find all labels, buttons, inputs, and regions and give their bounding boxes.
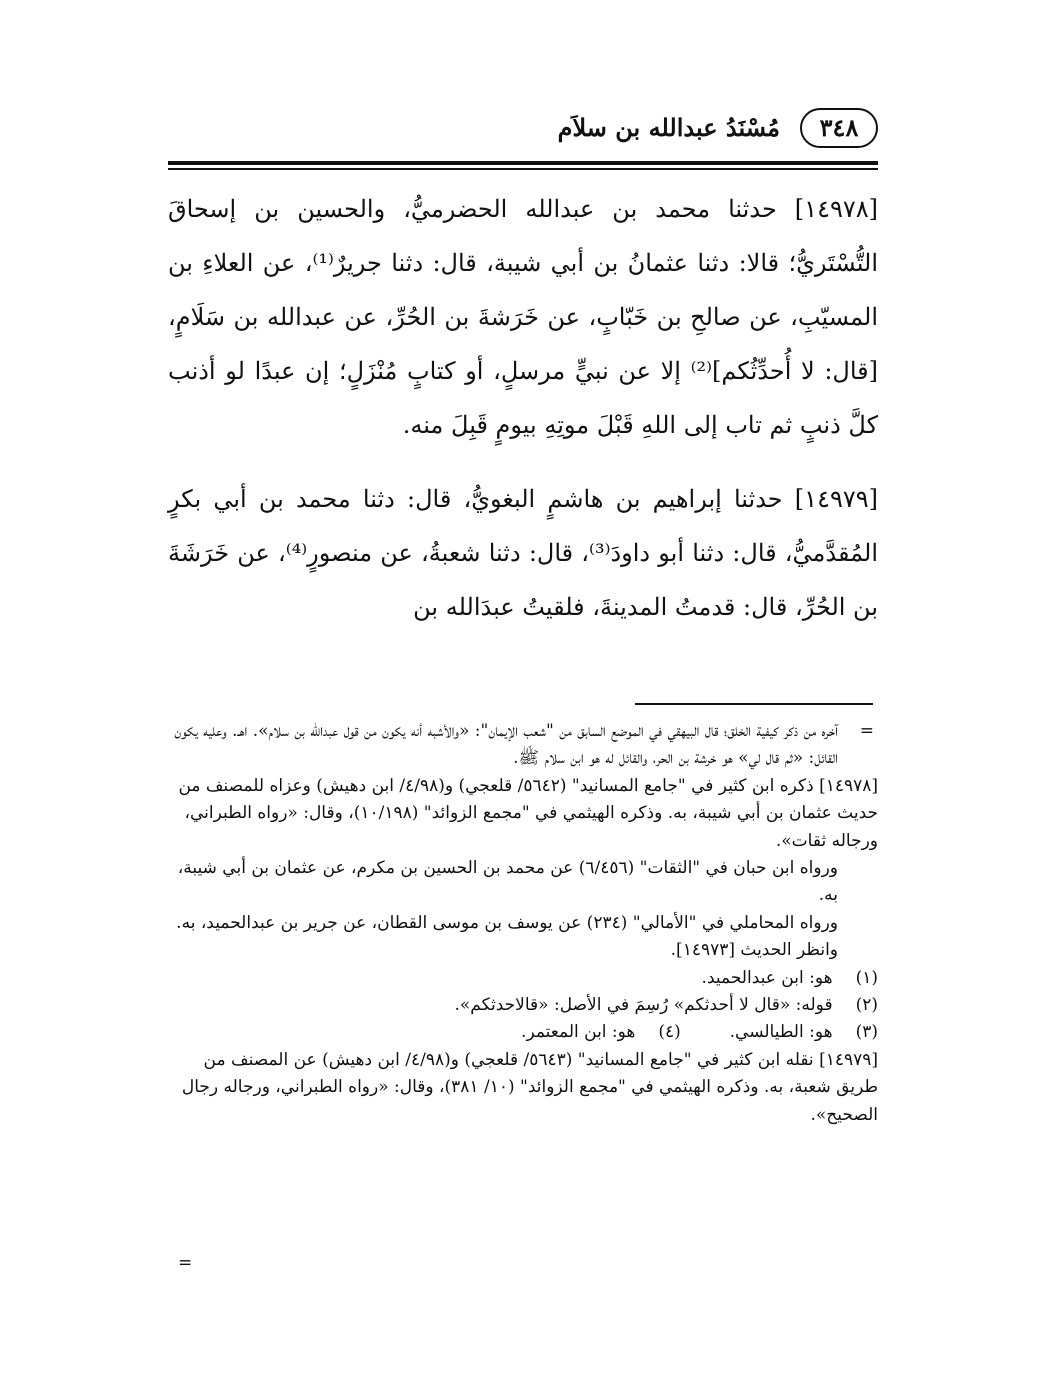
footnote-14979: [١٤٩٧٩] نقله ابن كثير في "جامع المسانيد" (٥٦٤٣/ قلعجي) و(٤/٩٨/ ابن دهيش) عن المصنف من طريق شعبة، به. وذكره الهيثمي في "مجمع الزوائد" (١٠/ ٣٨١)، وقال: «رواه الطبراني، ورجاله رجال الصحيح».: [181, 1049, 878, 1125]
footnotes: [168, 718, 878, 1129]
footnote-continued-text: آخره من ذكر كيفية الخلق؛ قال البيهقي في الموضع السابق من "شعب الإيمان": «والأشبه أنه يكون من قول عبدالله بن سلام». اهـ. وعليه يكون القائل: «ثم قال لي» هو خرشة بن الحر، والقائل له هو ابن سلام ﷺ.: [174, 721, 838, 769]
footnote-1-text: هو: ابن عبدالحميد.: [701, 967, 833, 988]
footnote-1-number: (١): [855, 967, 878, 988]
footnote-14978: [١٤٩٧٨] ذكره ابن كثير في "جامع المسانيد" (٥٦٤٢/ قلعجي) و(٤/٩٨/ ابن دهيش) وعزاه للمصنف من حديث عثمان بن أبي شيبة، به. وذكره الهيثمي في "مجمع الزوائد" (١٠/١٩٨)، وقال: «رواه الطبراني، ورجاله ثقات».: [178, 775, 878, 851]
continuation-mark: =: [859, 721, 874, 741]
footnote-3-4: [168, 1019, 878, 1046]
footnote-4-text: هو: ابن المعتمر.: [521, 1022, 636, 1043]
page-number: ٣٤٨: [800, 108, 878, 148]
page-header: [168, 108, 878, 164]
footnote-3-text: هو: الطيالسي.: [729, 1022, 833, 1043]
header-rule-thick: [168, 161, 878, 165]
main-text: [168, 182, 878, 634]
footnote-4-number: (٤): [658, 1022, 681, 1043]
running-title: مُسْنَدُ عبدالله بن سلاَم: [557, 113, 780, 142]
footnote-14978-mahamili: ورواه المحاملي في "الأمالي" (٢٣٤) عن يوسف بن موسى القطان، عن جرير بن عبدالحميد، به. وانظر الحديث [١٤٩٧٣].: [176, 912, 838, 961]
footnote-2-text: قوله: «قال لا أحدثكم» رُسِمَ في الأصل: «قالاحدثكم».: [454, 995, 833, 1016]
footnote-2: [168, 992, 878, 1019]
hadith-14978: [١٤٩٧٨] حدثنا محمد بن عبدالله الحضرميُّ، والحسين بن إسحاقَ التُّسْتَريُّ؛ قالا: دثنا عثمانُ بن أبي شيبة، قال: دثنا جريرٌ⁽¹⁾، عن العلاءِ بن المسيّبِ، عن صالحِ بن خَبّابٍ، عن خَرَشةَ بن الحُرِّ، عن عبدالله بن سَلَامٍ، [قال: لا أُحدِّثُكم]⁽²⁾ إلا عن نبيٍّ مرسلٍ، أو كتابٍ مُنْزَلٍ؛ إن عبدًا لو أذنب كلَّ ذنبٍ ثم تاب إلى اللهِ قَبْلَ موتِهِ بيومٍ قَبِلَ منه.: [168, 195, 879, 439]
footnote-continued: [168, 718, 878, 773]
continuation-mark-end: =: [178, 1253, 193, 1273]
header-rule-thin: [168, 168, 878, 170]
footnote-separator: [635, 703, 873, 705]
hadith-14979: [١٤٩٧٩] حدثنا إبراهيم بن هاشمٍ البغويُّ، قال: دثنا محمد بن أبي بكرٍ المُقدَّميُّ، قال: دثنا أبو داودَ⁽³⁾، قال: دثنا شعبةُ، عن منصورٍ⁽⁴⁾، عن خَرَشَةَ بن الحُرِّ، قال: قدمتُ المدينةَ، فلقيتُ عبدَالله بن: [168, 485, 878, 621]
footnote-2-number: (٢): [855, 995, 878, 1016]
footnote-1: [168, 965, 878, 992]
footnote-3-number: (٣): [855, 1022, 878, 1043]
footnote-14978-ibn-hibban: ورواه ابن حبان في "الثقات" (٦/٤٥٦) عن محمد بن الحسين بن مكرم، عن عثمان بن أبي شيبة، به.: [177, 858, 838, 906]
